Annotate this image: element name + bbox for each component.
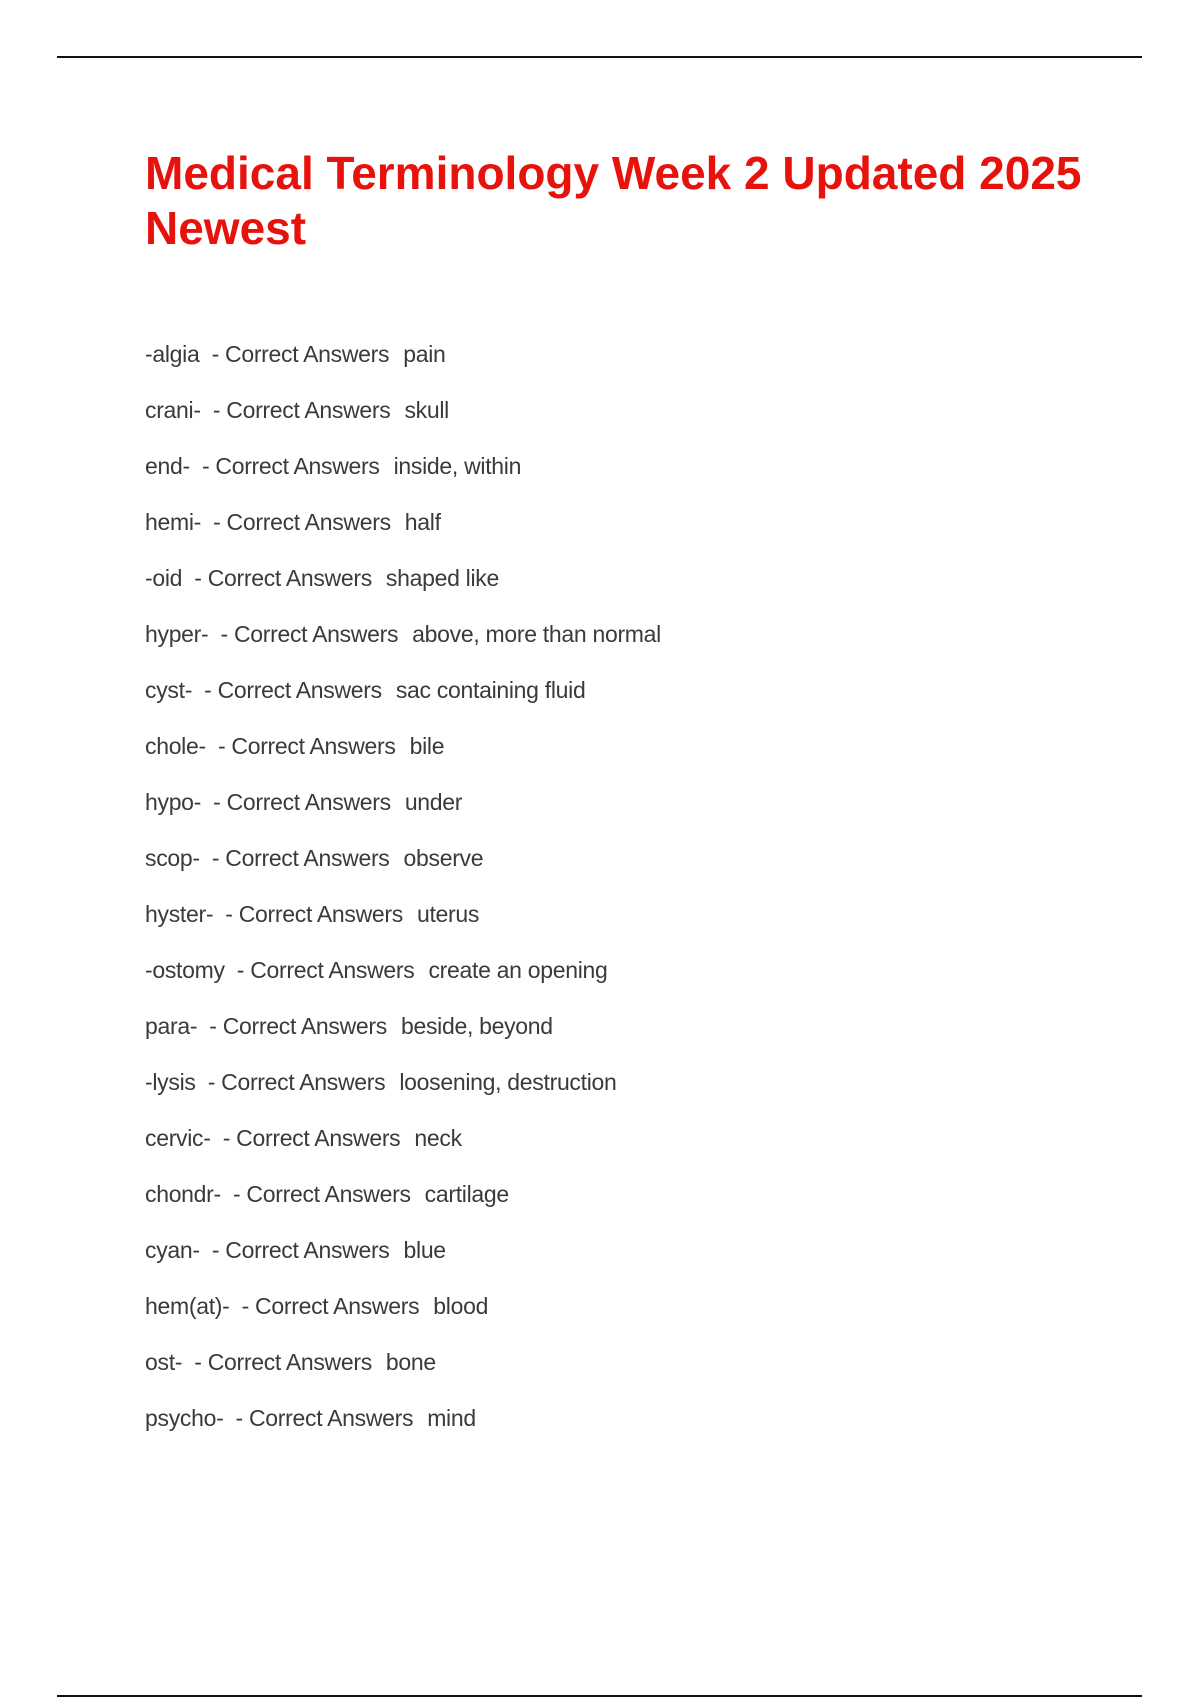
qa-separator: - Correct Answers — [213, 509, 391, 535]
qa-answer: sac containing fluid — [395, 677, 586, 703]
qa-term: hemi- — [145, 509, 202, 535]
list-item — [145, 672, 661, 728]
bottom-rule — [57, 1695, 1142, 1697]
qa-answer: pain — [403, 341, 446, 367]
list-item — [145, 616, 661, 672]
top-rule — [57, 56, 1142, 58]
list-item — [145, 952, 661, 1008]
qa-answer: bone — [385, 1349, 436, 1375]
list-item — [145, 1400, 661, 1456]
qa-answer: blood — [433, 1293, 489, 1319]
list-item — [145, 1288, 661, 1344]
qa-separator: - Correct Answers — [201, 453, 380, 479]
qa-separator: - Correct Answers — [235, 1405, 414, 1431]
qa-answer: inside, within — [393, 453, 522, 479]
list-item — [145, 560, 661, 616]
list-item — [145, 448, 661, 504]
qa-answer: skull — [404, 397, 449, 423]
qa-answer: loosening, destruction — [399, 1069, 617, 1095]
qa-separator: - Correct Answers — [225, 901, 403, 927]
qa-answer: half — [404, 509, 441, 535]
qa-separator: - Correct Answers — [217, 733, 396, 759]
qa-answer: bile — [409, 733, 445, 759]
qa-separator: - Correct Answers — [241, 1293, 420, 1319]
qa-separator: - Correct Answers — [211, 845, 390, 871]
qa-separator: - Correct Answers — [236, 957, 415, 983]
qa-separator: - Correct Answers — [211, 341, 390, 367]
list-item — [145, 1344, 661, 1400]
qa-answer: uterus — [416, 901, 480, 927]
list-item — [145, 1064, 661, 1120]
qa-term: cyst- — [145, 677, 193, 703]
qa-term: crani- — [145, 397, 201, 423]
document-title: Medical Terminology Week 2 Updated 2025 Newest — [145, 147, 1082, 254]
qa-separator: - Correct Answers — [222, 1125, 401, 1151]
qa-separator: - Correct Answers — [232, 1181, 411, 1207]
list-item — [145, 784, 661, 840]
qa-term: -algia — [145, 341, 200, 367]
list-item — [145, 392, 661, 448]
qa-term: end- — [145, 453, 190, 479]
qa-answer: create an opening — [428, 957, 608, 983]
list-item — [145, 1176, 661, 1232]
qa-term: hypo- — [145, 789, 202, 815]
qa-term: ost- — [145, 1349, 183, 1375]
qa-term: hem(at)- — [145, 1293, 230, 1319]
qa-separator: - Correct Answers — [211, 1237, 390, 1263]
qa-separator: - Correct Answers — [209, 1013, 387, 1039]
qa-term: cervic- — [145, 1125, 211, 1151]
list-item — [145, 896, 661, 952]
qa-term: -oid — [145, 565, 183, 591]
qa-term: hyster- — [145, 901, 214, 927]
qa-answer: mind — [427, 1405, 476, 1431]
qa-separator: - Correct Answers — [220, 621, 399, 647]
qa-answer: neck — [414, 1125, 462, 1151]
qa-separator: - Correct Answers — [207, 1069, 386, 1095]
list-item — [145, 336, 661, 392]
qa-answer: cartilage — [424, 1181, 509, 1207]
qa-list — [145, 336, 661, 1456]
qa-term: chondr- — [145, 1181, 221, 1207]
qa-separator: - Correct Answers — [194, 1349, 372, 1375]
qa-term: hyper- — [145, 621, 209, 647]
qa-separator: - Correct Answers — [212, 397, 391, 423]
list-item — [145, 728, 661, 784]
qa-separator: - Correct Answers — [204, 677, 382, 703]
qa-answer: beside, beyond — [400, 1013, 553, 1039]
qa-term: chole- — [145, 733, 206, 759]
qa-answer: shaped like — [385, 565, 499, 591]
qa-answer: observe — [403, 845, 484, 871]
qa-term: cyan- — [145, 1237, 200, 1263]
list-item — [145, 840, 661, 896]
qa-term: scop- — [145, 845, 200, 871]
qa-answer: above, more than normal — [412, 621, 661, 647]
list-item — [145, 504, 661, 560]
qa-term: -lysis — [145, 1069, 196, 1095]
qa-answer: under — [404, 789, 463, 815]
list-item — [145, 1120, 661, 1176]
qa-term: -ostomy — [145, 957, 225, 983]
qa-term: para- — [145, 1013, 198, 1039]
qa-term: psycho- — [145, 1405, 224, 1431]
list-item — [145, 1008, 661, 1064]
qa-answer: blue — [403, 1237, 446, 1263]
qa-separator: - Correct Answers — [194, 565, 372, 591]
qa-separator: - Correct Answers — [213, 789, 391, 815]
list-item — [145, 1232, 661, 1288]
